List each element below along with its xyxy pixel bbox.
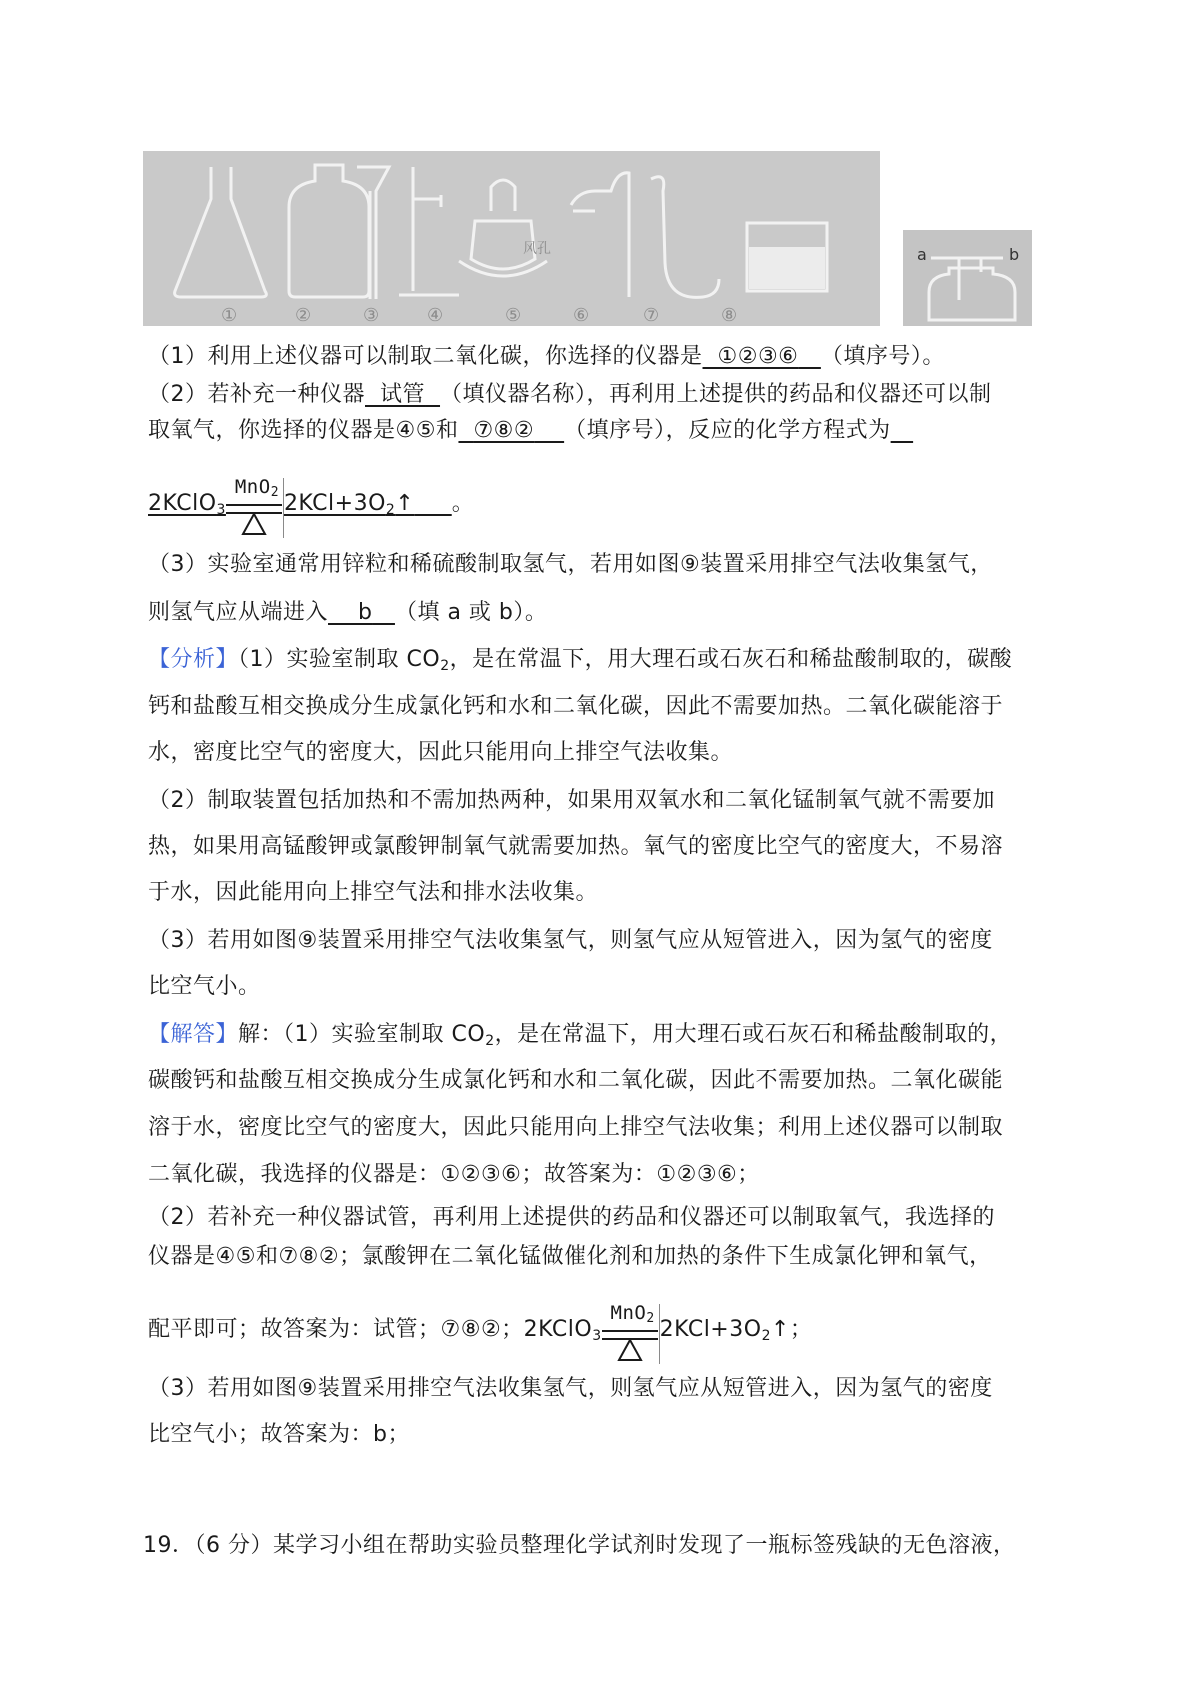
apparatus-label-6: ⑥ [573,305,590,326]
solution-line-1: 【解答】解：（1）实验室制取 $CO_2$，是在常温下，用大理石或石灰石和稀盐酸制取的， [148,1022,1013,1049]
analysis-line-8: 比空气小。 [148,974,261,999]
solution-line-5: （2）若补充一种仪器试管，再利用上述提供的药品和仪器还可以制取氧气，我选择的 [148,1205,995,1230]
analysis-tag: 【分析】 [148,647,239,672]
burner-text: 风孔 [523,241,551,257]
analysis-line-1: 【分析】（1）实验室制取 $CO_2$，是在常温下，用大理石或石灰石和稀盐酸制取的，碳酸 [148,647,1013,674]
heat-triangle-icon [616,1335,644,1363]
solution-line-9: 比空气小；故答案为：b； [148,1422,410,1447]
apparatus-label-4: ④ [427,305,444,326]
solution-line-8: （3）若用如图⑨装置采用排空气法收集氢气，则氢气应从短管进入，因为氢气的密度 [148,1376,993,1401]
q3-answer-blank: b [358,600,373,625]
reaction-condition: MnO$_2$ [226,476,284,540]
solution-line-2: 碳酸钙和盐酸互相交换成分生成氯化钙和水和二氧化碳，因此不需要加热。二氧化碳能 [148,1068,1004,1093]
q2-line-2: 取氧气，你选择的仪器是④⑤和 ⑦⑧② （填序号），反应的化学方程式为 [148,418,891,443]
q2-equation-line: 2KClO$_3$ MnO$_2$ $2KCl+3O_2↑$ 。 [148,476,474,540]
device-nine-label-a: a [917,245,927,264]
analysis-line-2: 钙和盐酸互相交换成分生成氯化钙和水和二氧化碳，因此不需要加热。二氧化碳能溶于 [148,694,1004,719]
q2-instrument-blank: 试管 [380,382,426,407]
analysis-line-3: 水，密度比空气的密度大，因此只能用向上排空气法收集。 [148,740,734,765]
apparatus-label-8: ⑧ [721,305,738,326]
solution-line-4: 二氧化碳，我选择的仪器是：①②③⑥；故答案为：①②③⑥； [148,1162,760,1187]
reaction-condition-answer: MnO$_2$ [602,1302,660,1366]
solution-line-3: 溶于水，密度比空气的密度大，因此只能用向上排空气法收集；利用上述仪器可以制取 [148,1115,1004,1140]
q2-apparatus-blank: ⑦⑧② [473,418,535,443]
q3-line-1: （3）实验室通常用锌粒和稀硫酸制取氢气，若用如图⑨装置采用排空气法收集氢气， [148,552,993,577]
analysis-line-5: 热，如果用高锰酸钾或氯酸钾制氧气就需要加热。氧气的密度比空气的密度大，不易溶 [148,834,1004,859]
solution-line-7: 配平即可；故答案为：试管；⑦⑧②；2KClO$_3$ MnO$_2$ $2KCl+3O_2↑$； [148,1302,812,1366]
solution-line-6: 仪器是④⑤和⑦⑧②；氯酸钾在二氧化锰做催化剂和加热的条件下生成氯化钾和氧气， [148,1244,992,1269]
apparatus-label-5: ⑤ [505,305,522,326]
device-nine-figure [903,230,1032,326]
analysis-line-6: 于水，因此能用向上排空气法和排水法收集。 [148,880,599,905]
apparatus-figure [143,151,880,326]
q1-line: （1）利用上述仪器可以制取二氧化碳，你选择的仪器是 ①②③⑥ （填序号）。 [148,344,945,369]
q2-equation-blank: 2KClO$_3$ MnO$_2$ $2KCl+3O_2↑$ [148,491,452,516]
q2-line-1: （2）若补充一种仪器 试管 （填仪器名称），再利用上述提供的药品和仪器还可以制 [148,382,992,407]
apparatus-label-3: ③ [363,305,380,326]
apparatus-label-1: ① [221,305,238,326]
apparatus-label-2: ② [295,305,312,326]
solution-tag: 【解答】 [148,1022,239,1047]
analysis-line-4: （2）制取装置包括加热和不需加热两种，如果用双氧水和二氧化锰制氧气就不需要加 [148,788,995,813]
apparatus-label-7: ⑦ [643,305,660,326]
q3-line-2: 则氢气应从端进入 b （填 a 或 b）。 [148,600,548,625]
question-19: 19．（6 分）某学习小组在帮助实验员整理化学试剂时发现了一瓶标签残缺的无色溶液， [143,1533,1016,1558]
analysis-line-7: （3）若用如图⑨装置采用排空气法收集氢气，则氢气应从短管进入，因为氢气的密度 [148,928,993,953]
heat-triangle-icon [240,509,268,537]
q1-answer-blank: ①②③⑥ [717,344,799,369]
device-nine-label-b: b [1009,245,1020,264]
